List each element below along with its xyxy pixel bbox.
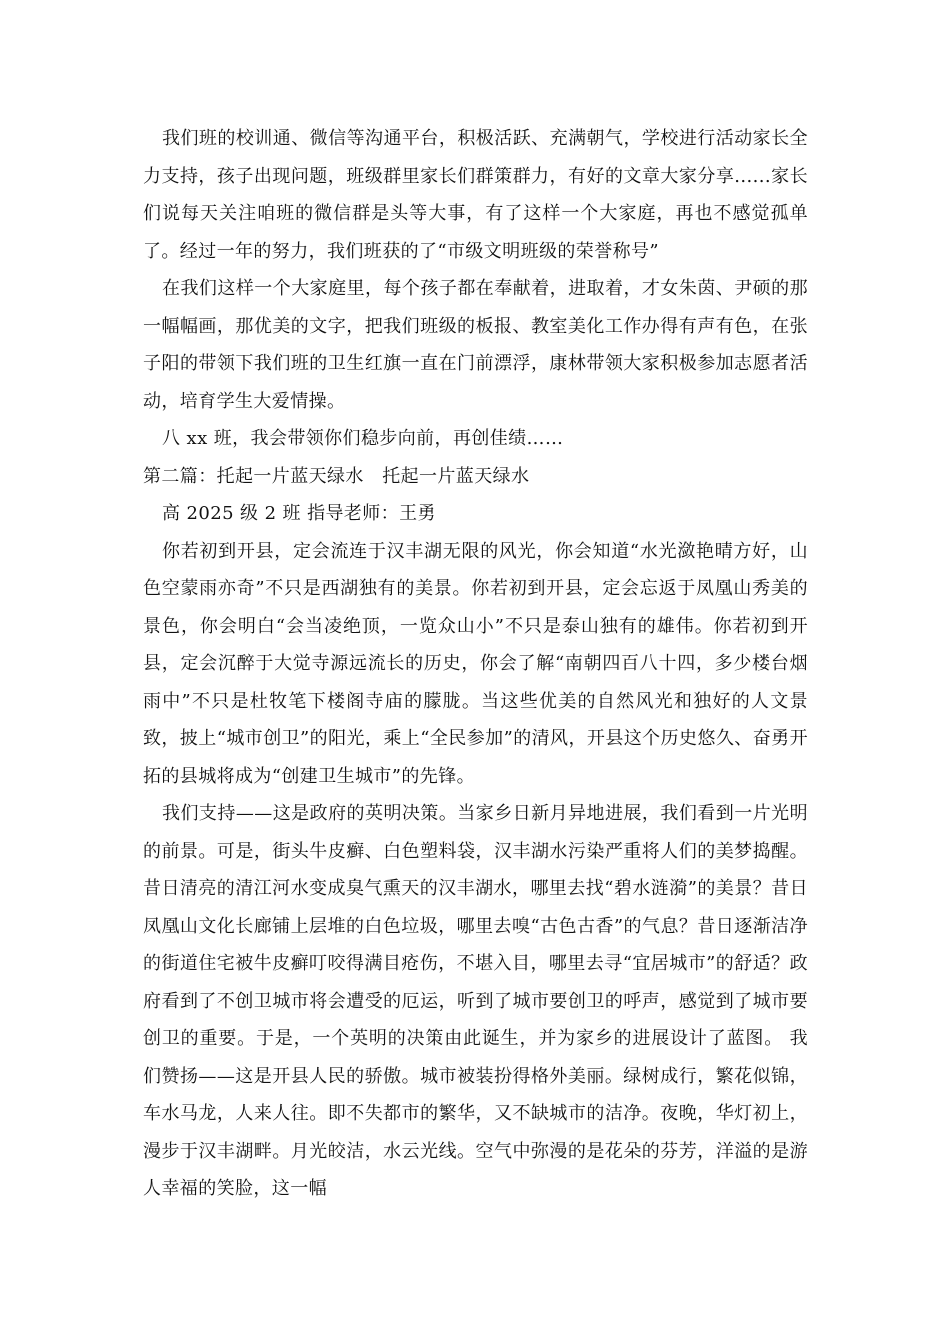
paragraph-class-platform: 我们班的校训通、微信等沟通平台，积极活跃、充满朝气，学校进行活动家长全力支持，孩子出现问题，班级群里家长们群策群力，有好的文章大家分享......家长们说每天关注咱班的微信群是头等大事，有了这样一个大家庭，再也不感觉孤单了。经过一年的努力，我们班获的了“市级文明班级的荣誉称号” — [143, 128, 808, 262]
closing-line: 八 xx 班，我会带领你们稳步向前，再创佳绩…… — [162, 428, 564, 449]
essay-paragraph-kaixian: 你若初到开县，定会流连于汉丰湖无限的风光，你会知道“水光潋艳晴方好，山色空蒙雨亦奇”不只是西湖独有的美景。你若初到开县，定会忘返于凤凰山秀美的景色，你会明白“会当凌绝顶，一览众山小”不只是泰山独有的雄伟。你若初到开县，定会沉醉于大觉寺源远流长的历史，你会了解“南朝四百八十四，多少楼台烟雨中”不只是杜牧笔下楼阁寺庙的朦胧。当这些优美的自然风光和独好的人文景致，披上“城市创卫”的阳光，乘上“全民参加”的清风，开县这个历史悠久、奋勇开拓的县城将成为“创建卫生城市”的先锋。 — [143, 540, 808, 787]
byline: 高 2025 级 2 班 指导老师：王勇 — [162, 503, 436, 524]
document-body — [143, 120, 808, 1208]
paragraph-big-family: 在我们这样一个大家庭里，每个孩子都在奉献着，进取着，才女朱茵、尹硕的那一幅幅画，那优美的文字，把我们班级的板报、教室美化工作办得有声有色，在张子阳的带领下我们班的卫生红旗一直在门前漂浮，康林带领大家积极参加志愿者活动，培育学生大爱情操。 — [143, 278, 808, 412]
essay-paragraph-support: 我们支持——这是政府的英明决策。当家乡日新月异地进展，我们看到一片光明的前景。可是，街头牛皮癣、白色塑料袋，汉丰湖水污染严重将人们的美梦捣醒。昔日清亮的清江河水变成臭气熏天的汉丰湖水，哪里去找“碧水涟漪”的美景？昔日凤凰山文化长廊铺上层堆的白色垃圾，哪里去嗅“古色古香”的气息？昔日逐渐洁净的街道住宅被牛皮癣叮咬得满目疮伤，不堪入目，哪里去寻“宜居城市”的舒适？政府看到了不创卫城市将会遭受的厄运，听到了城市要创卫的呼声，感觉到了城市要创卫的重要。于是，一个英明的决策由此诞生，并为家乡的进展设计了蓝图。 我们赞扬——这是开县人民的骄傲。城市被装扮得格外美丽。绿树成行，繁花似锦，车水马龙，人来人往。即不失都市的繁华，又不缺城市的洁净。夜晚，华灯初上，漫步于汉丰湖畔。月光皎洁，水云光线。空气中弥漫的是花朵的芬芳，洋溢的是游人幸福的笑脸，这一幅 — [143, 803, 808, 1199]
section-title: 第二篇：托起一片蓝天绿水 托起一片蓝天绿水 — [143, 465, 530, 487]
